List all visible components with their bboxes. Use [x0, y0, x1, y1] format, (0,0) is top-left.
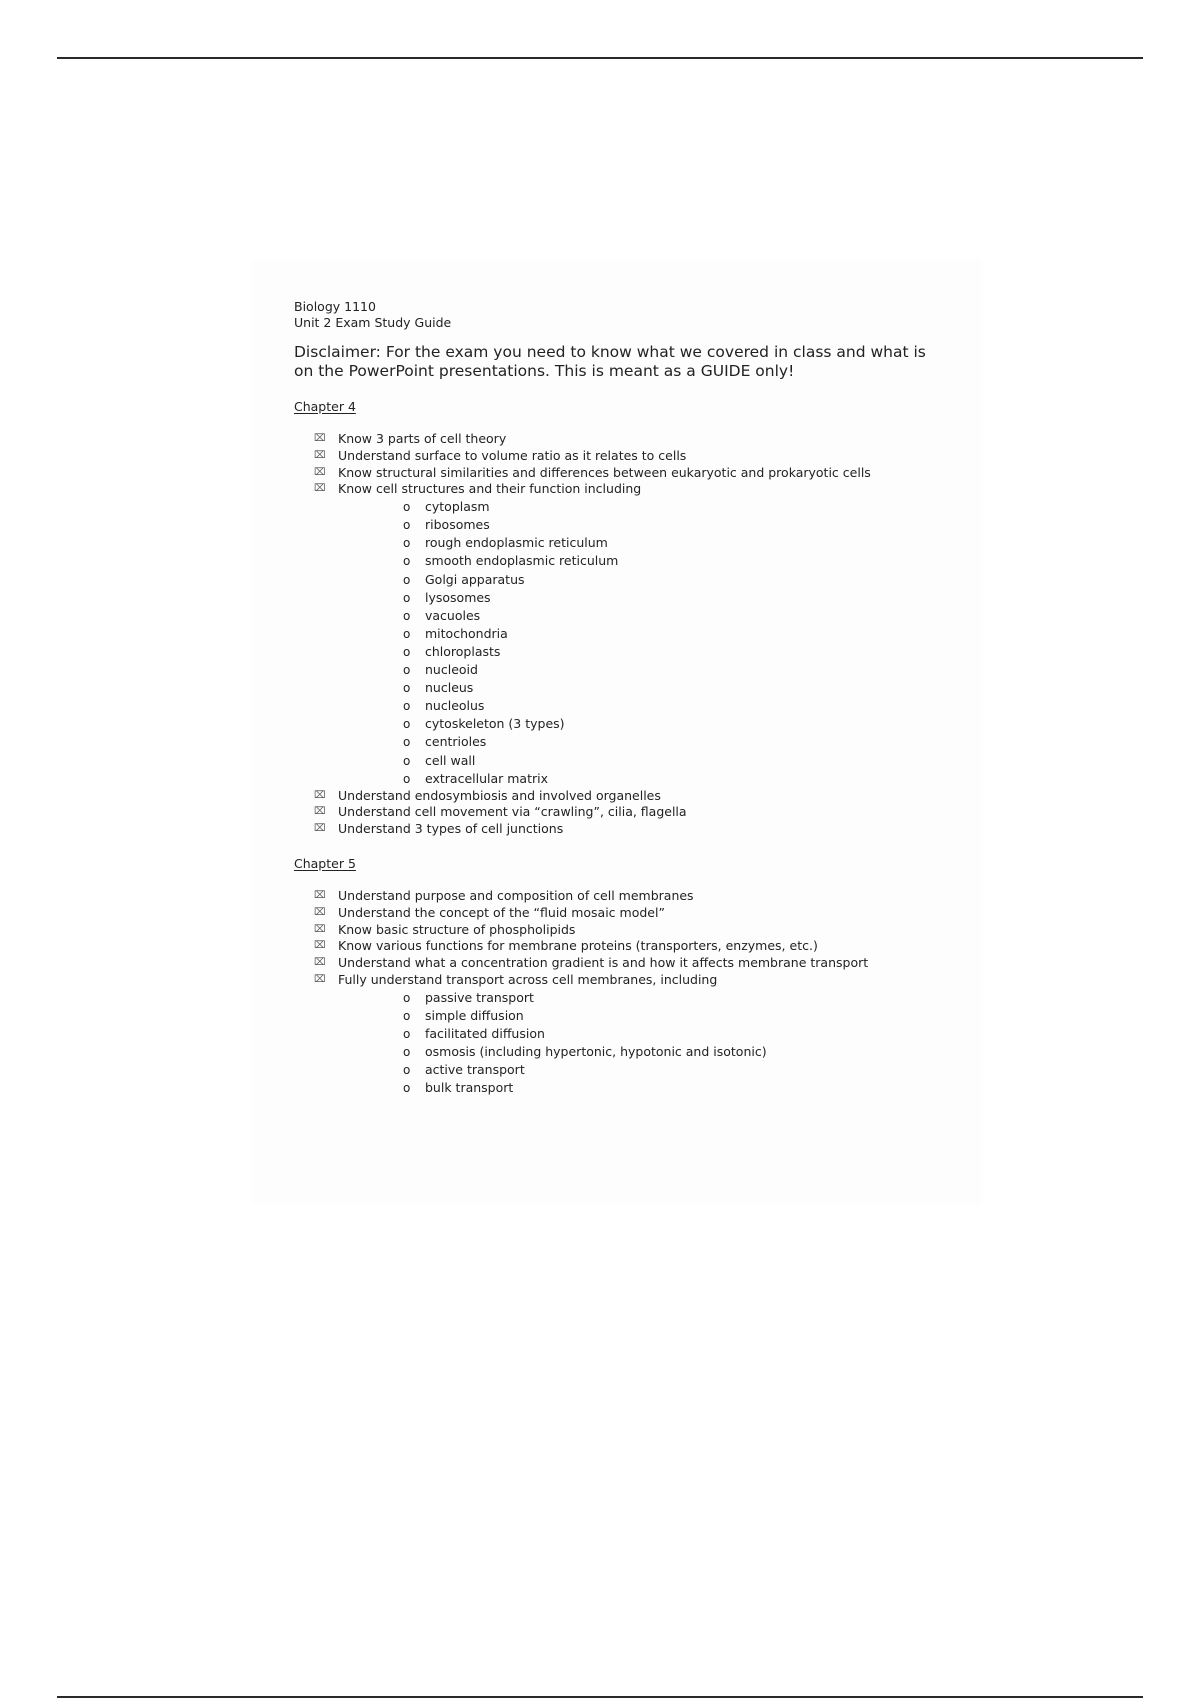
subtopic-item [338, 733, 934, 751]
topic-item [294, 431, 934, 448]
subtopic-text: extracellular matrix [425, 770, 548, 786]
bullet-icon: ⌧ [314, 806, 326, 818]
topic-item [294, 804, 934, 821]
topic-text: Understand surface to volume ratio as it relates to cells [338, 447, 687, 463]
topic-text: Fully understand transport across cell membranes, including [338, 972, 718, 988]
topic-item [294, 448, 934, 465]
disclaimer: Disclaimer: For the exam you need to know what we covered in class and what is on the PowerPoint presentations. This is meant as a GUIDE only! [294, 343, 926, 380]
circle-bullet-icon: o [403, 1063, 411, 1078]
bullet-icon: ⌧ [314, 823, 326, 835]
bullet-icon: ⌧ [314, 449, 326, 461]
subtopic-text: cytoskeleton (3 types) [425, 716, 565, 732]
subtopic-text: rough endoplasmic reticulum [425, 535, 608, 551]
subtopic-text: lysosomes [425, 589, 491, 605]
topic-item [294, 938, 934, 955]
study-guide [294, 299, 934, 1097]
subtopic-item [338, 697, 934, 715]
bullet-icon: ⌧ [314, 957, 326, 969]
bullet-icon: ⌧ [314, 940, 326, 952]
bullet-icon: ⌧ [314, 923, 326, 935]
chapters-container [294, 398, 934, 1097]
circle-bullet-icon: o [403, 608, 411, 623]
subtopic-item [338, 607, 934, 625]
subtopic-text: mitochondria [425, 625, 508, 641]
subtopic-item [338, 715, 934, 733]
circle-bullet-icon: o [403, 626, 411, 641]
subtopic-text: passive transport [425, 989, 534, 1005]
circle-bullet-icon: o [403, 1008, 411, 1023]
circle-bullet-icon: o [403, 500, 411, 515]
topic-text: Understand what a concentration gradient is and how it affects membrane transport [338, 955, 869, 971]
circle-bullet-icon: o [403, 681, 411, 696]
topic-list [294, 888, 934, 1097]
bullet-icon: ⌧ [314, 433, 326, 444]
subtopic-text: facilitated diffusion [425, 1026, 545, 1042]
subtopic-item [338, 552, 934, 570]
topic-item [294, 888, 934, 905]
circle-bullet-icon: o [403, 644, 411, 659]
subtopic-item [338, 516, 934, 534]
topic-item [294, 481, 934, 787]
topic-item [294, 955, 934, 972]
subtopic-item [338, 752, 934, 770]
topic-text: Understand purpose and composition of cell membranes [338, 888, 694, 904]
circle-bullet-icon: o [403, 735, 411, 750]
subtopic-item [338, 679, 934, 697]
subtopic-item [338, 1079, 934, 1097]
subtopic-item [338, 571, 934, 589]
topic-text: Know cell structures and their function including [338, 481, 642, 497]
circle-bullet-icon: o [403, 536, 411, 551]
subtopic-item [338, 1061, 934, 1079]
bullet-icon: ⌧ [314, 906, 326, 918]
subtopic-text: nucleolus [425, 698, 485, 714]
topic-text: Understand 3 types of cell junctions [338, 821, 564, 837]
chapter-heading: Chapter 4 [294, 399, 356, 414]
topic-text: Know structural similarities and differences between eukaryotic and prokaryotic cells [338, 464, 871, 480]
circle-bullet-icon: o [403, 518, 411, 533]
subtopic-text: nucleus [425, 680, 474, 696]
bullet-icon: ⌧ [314, 789, 326, 801]
subtopic-item [338, 625, 934, 643]
subtopic-item [338, 770, 934, 788]
bullet-icon: ⌧ [314, 890, 326, 902]
topic-list [294, 431, 934, 838]
subtopic-list [338, 498, 934, 788]
subtopic-item [338, 1043, 934, 1061]
topic-text: Know 3 parts of cell theory [338, 431, 507, 446]
subtopic-text: chloroplasts [425, 643, 501, 659]
subtopic-text: ribosomes [425, 517, 490, 533]
circle-bullet-icon: o [403, 1081, 411, 1096]
guide-title: Unit 2 Exam Study Guide [294, 315, 452, 330]
subtopic-item [338, 1007, 934, 1025]
chapter-heading: Chapter 5 [294, 856, 356, 872]
circle-bullet-icon: o [403, 663, 411, 678]
bullet-icon: ⌧ [314, 466, 326, 478]
subtopic-item [338, 534, 934, 552]
subtopic-item [338, 661, 934, 679]
topic-text: Know basic structure of phospholipids [338, 921, 576, 937]
circle-bullet-icon: o [403, 554, 411, 569]
subtopic-text: vacuoles [425, 607, 481, 623]
topic-item [294, 788, 934, 805]
topic-item [294, 972, 934, 1097]
subtopic-text: smooth endoplasmic reticulum [425, 553, 619, 569]
subtopic-text: osmosis (including hypertonic, hypotonic and isotonic) [425, 1044, 767, 1060]
bottom-rule [57, 1696, 1143, 1698]
topic-item [294, 922, 934, 939]
topic-item [294, 465, 934, 482]
subtopic-item [338, 1025, 934, 1043]
circle-bullet-icon: o [403, 1027, 411, 1042]
topic-item [294, 821, 934, 838]
subtopic-item [338, 498, 934, 516]
circle-bullet-icon: o [403, 753, 411, 768]
bullet-icon: ⌧ [314, 483, 326, 495]
circle-bullet-icon: o [403, 572, 411, 587]
top-rule [57, 57, 1143, 59]
circle-bullet-icon: o [403, 717, 411, 732]
bullet-icon: ⌧ [314, 974, 326, 986]
circle-bullet-icon: o [403, 699, 411, 714]
subtopic-text: centrioles [425, 734, 487, 750]
circle-bullet-icon: o [403, 1045, 411, 1060]
topic-text: Know various functions for membrane proteins (transporters, enzymes, etc.) [338, 938, 818, 954]
circle-bullet-icon: o [403, 990, 411, 1005]
circle-bullet-icon: o [403, 771, 411, 786]
subtopic-text: cell wall [425, 752, 476, 768]
subtopic-text: simple diffusion [425, 1007, 524, 1023]
subtopic-text: bulk transport [425, 1080, 514, 1096]
topic-text: Understand endosymbiosis and involved organelles [338, 787, 661, 803]
subtopic-text: nucleoid [425, 662, 478, 678]
subtopic-text: cytoplasm [425, 499, 490, 515]
subtopic-item [338, 989, 934, 1007]
subtopic-item [338, 643, 934, 661]
subtopic-item [338, 589, 934, 607]
circle-bullet-icon: o [403, 590, 411, 605]
course-title: Biology 1110 [294, 299, 376, 314]
topic-item [294, 905, 934, 922]
subtopic-list [338, 989, 934, 1098]
subtopic-text: Golgi apparatus [425, 571, 525, 587]
topic-text: Understand cell movement via “crawling”, cilia, flagella [338, 804, 687, 820]
topic-text: Understand the concept of the “fluid mosaic model” [338, 904, 665, 920]
subtopic-text: active transport [425, 1062, 525, 1078]
